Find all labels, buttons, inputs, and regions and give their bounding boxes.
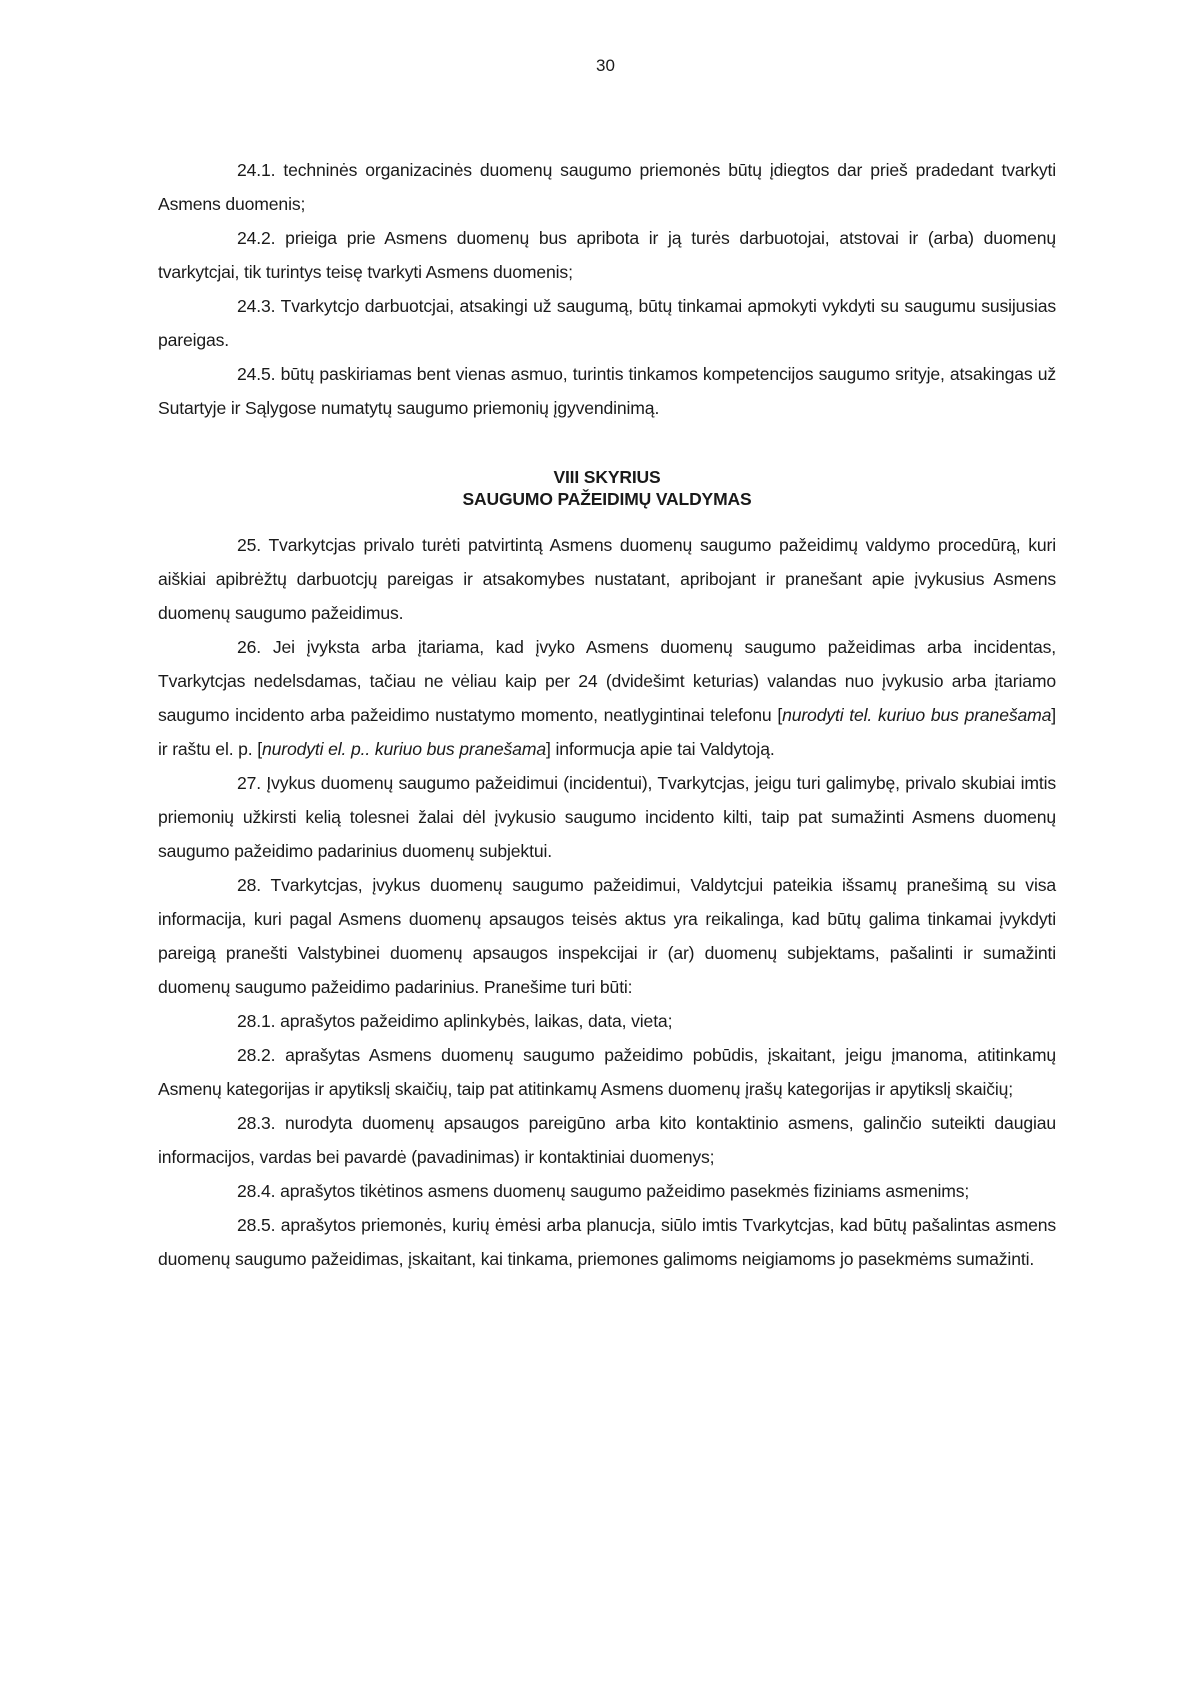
chapter-heading: [158, 466, 1056, 510]
clause-28-3: 28.3. nurodyta duomenų apsaugos pareigūno arba kito kontaktinio asmens, galinčio suteikti daugiau informacijos, vardas bei pavardė (pavadinimas) ir kontaktiniai duomenys;: [158, 1113, 1056, 1167]
email-placeholder: nurodyti el. p.. kuriuo bus pranešama: [262, 739, 546, 759]
clause-26-text: ] ir raštu el. p. [: [158, 705, 1057, 759]
clause-26-text: 26. Jei įvyksta arba įtariama, kad įvyko Asmens duomenų saugumo pažeidimas arba incidentas, Tvarkytcjas nedelsdamas, tačiau ne vėliau kaip per 24 (dvidešimt keturias) valandas nuo įvykusio arba įtariamo saugumo incidento arba pažeidimo nustatymo momento, neatlygintinai telefonu [: [158, 637, 1056, 725]
clause-28-4: 28.4. aprašytos tikėtinos asmens duomenų saugumo pažeidimo pasekmės fiziniams asmenims;: [237, 1181, 970, 1201]
clause-28: 28. Tvarkytcjas, įvykus duomenų saugumo pažeidimui, Valdytcjui pateikia išsamų pranešimą su visa informacija, kuri pagal Asmens duomenų apsaugos teisės aktus yra reikalinga, kad būtų galima tinkamai įvykdyti pareigą pranešti Valstybinei duomenų apsaugos inspekcijai ir (ar) duomenų subjektams, pašalinti ir sumažinti duomenų saugumo pažeidimo padarinius. Pranešime turi būti:: [158, 875, 1056, 997]
page-number: 30: [596, 56, 615, 75]
clause-24-1: 24.1. techninės organizacinės duomenų saugumo priemonės būtų įdiegtos dar prieš pradedant tvarkyti Asmens duomenis;: [158, 160, 1056, 214]
clause-26: [158, 630, 1056, 766]
section-viii-body: [158, 528, 1056, 1276]
chapter-number: VIII SKYRIUS: [553, 467, 661, 487]
clause-24-3: 24.3. Tvarkytcjo darbuotcjai, atsakingi už saugumą, būtų tinkamai apmokyti vykdyti su saugumu susijusias pareigas.: [158, 296, 1056, 350]
chapter-title: SAUGUMO PAŽEIDIMŲ VALDYMAS: [462, 489, 752, 509]
clause-28-1: 28.1. aprašytos pažeidimo aplinkybės, laikas, data, vieta;: [237, 1011, 673, 1031]
section-24-items: [158, 153, 1056, 425]
clause-26-text: ] informucja apie tai Valdytoją.: [545, 739, 775, 759]
clause-28-5: 28.5. aprašytos priemonės, kurių ėmėsi arba planucja, siūlo imtis Tvarkytcjas, kad būtų pašalintas asmens duomenų saugumo pažeidimas, įskaitant, kai tinkama, priemones galimoms neigiamoms jo pasekmėms sumažinti.: [158, 1215, 1056, 1269]
phone-placeholder: nurodyti tel. kuriuo bus pranešama: [782, 705, 1052, 725]
clause-27: 27. Įvykus duomenų saugumo pažeidimui (incidentui), Tvarkytcjas, jeigu turi galimybę, privalo skubiai imtis priemonių užkirsti kelią tolesnei žalai dėl įvykusio saugumo incidento kilti, taip pat sumažinti Asmens duomenų saugumo pažeidimo padarinius duomenų subjektui.: [158, 773, 1056, 861]
clause-28-2: 28.2. aprašytas Asmens duomenų saugumo pažeidimo pobūdis, įskaitant, jeigu įmanoma, atitinkamų Asmenų kategorijas ir apytikslį skaičių, taip pat atitinkamų Asmens duomenų įrašų kategorijas ir apytikslį skaičių;: [158, 1045, 1056, 1099]
clause-24-5: 24.5. būtų paskiriamas bent vienas asmuo, turintis tinkamos kompetencijos saugumo srityje, atsakingas už Sutartyje ir Sąlygose numatytų saugumo priemonių įgyvendinimą.: [158, 364, 1056, 418]
clause-25: 25. Tvarkytcjas privalo turėti patvirtintą Asmens duomenų saugumo pažeidimų valdymo procedūrą, kuri aiškiai apibrėžtų darbuotcjų pareigas ir atsakomybes nustatant, apribojant ir pranešant apie įvykusius Asmens duomenų saugumo pažeidimus.: [158, 535, 1056, 623]
clause-24-2: 24.2. prieiga prie Asmens duomenų bus apribota ir ją turės darbuotojai, atstovai ir (arba) duomenų tvarkytcjai, tik turintys teisę tvarkyti Asmens duomenis;: [158, 228, 1056, 282]
